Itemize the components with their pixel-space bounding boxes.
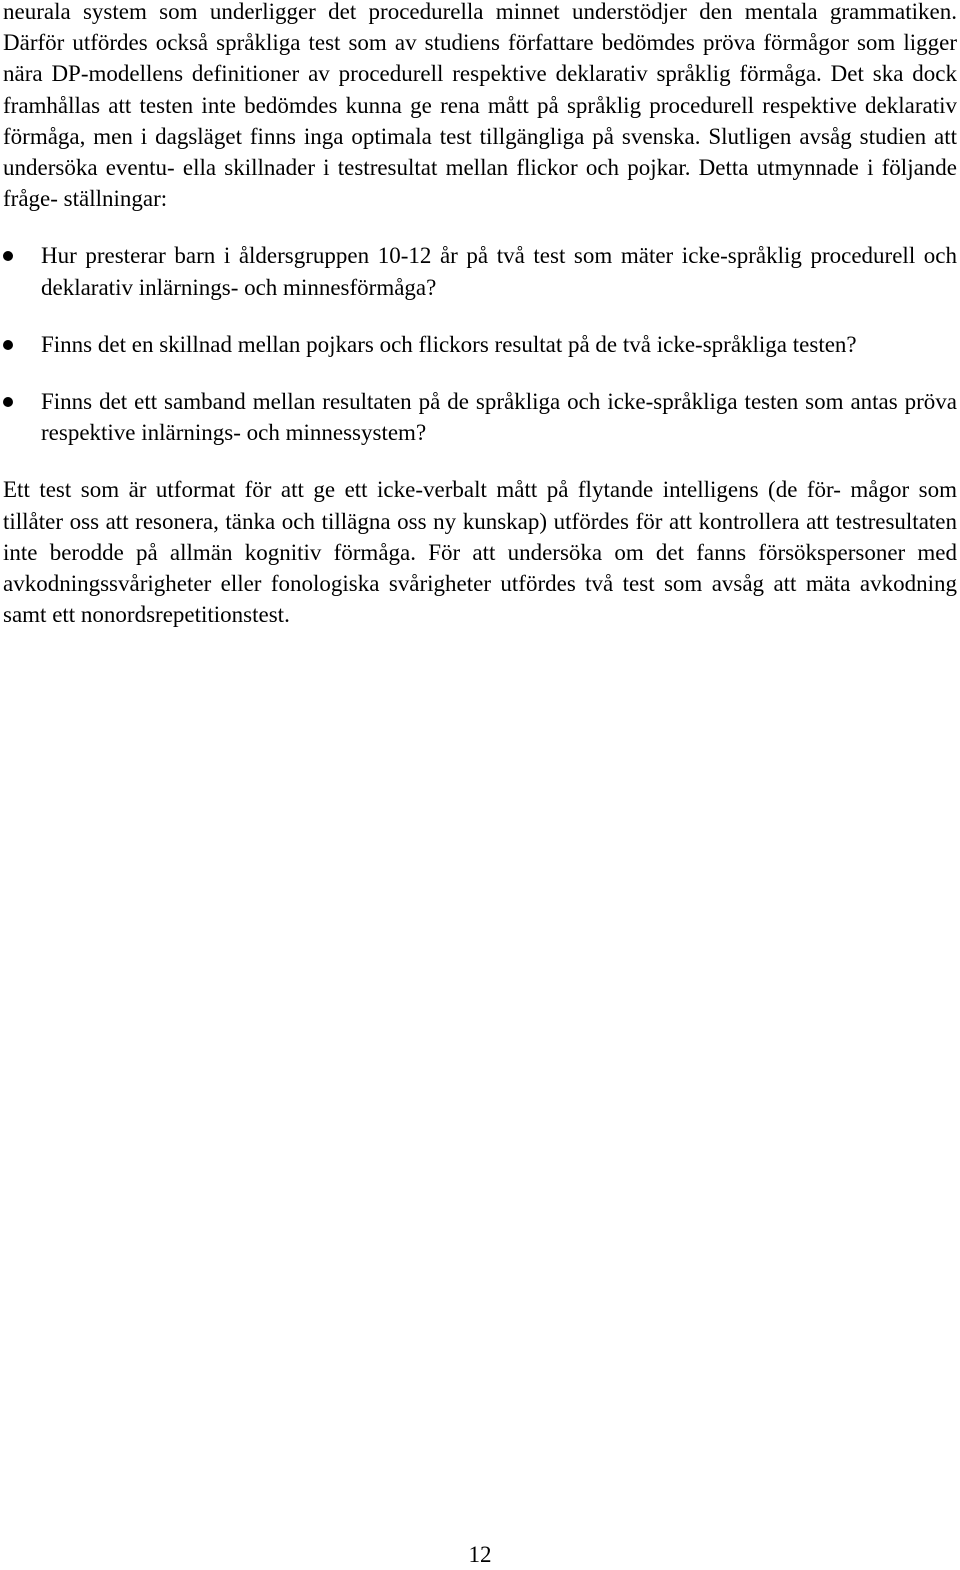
paragraph-line: inga optimala test tillgängliga på svenska. Slutligen avsåg studien att undersöka eventu- [3, 123, 957, 181]
paragraph-line: Ett test som är utformat för att ge ett icke-verbalt mått på flytande intelligens (de för- [3, 477, 841, 503]
page-number: 12 [468, 1542, 492, 1567]
research-question-text [41, 386, 957, 448]
body-paragraph-1 [3, 0, 957, 214]
paragraph-line: rena mått på språklig procedurell respektive deklarativ förmåga, men i dagsläget finns [3, 92, 957, 149]
question-line: testen? [792, 331, 857, 357]
paragraph-line: mågor som tillåter oss att resonera, tänka och tillägna oss ny kunskap) utfördes för att [3, 477, 957, 534]
paragraph-line: ella skillnader i testresultat mellan flickor och pojkar. Detta utmynnade i följande fråge- [3, 155, 958, 212]
research-questions-list [3, 240, 957, 448]
question-line: Hur presterar barn i åldersgruppen 10-12 år på två test som mäter icke-språklig [41, 243, 802, 269]
paragraph-line: om det fanns försökspersoner med avkodningssvårigheter eller fonologiska svårigheter [3, 539, 958, 597]
research-question-text [41, 329, 957, 360]
question-line: som antas pröva respektive inlärnings- och minnessystem? [41, 389, 958, 446]
bullet-icon [3, 251, 13, 261]
question-line: procedurell och deklarativ inlärnings- och minnesförmåga? [41, 243, 958, 300]
paragraph-line: ställningar: [63, 186, 168, 212]
question-line: Finns det en skillnad mellan pojkars och flickors resultat på de två icke-språkliga [41, 331, 788, 357]
paragraph-line: deklarativ språklig förmåga. Det ska dock framhållas att testen inte bedömdes kunna ge [3, 61, 957, 118]
paragraph-line: neurala system som underligger det procedurella minnet understödjer den mentala [3, 0, 818, 24]
paragraph-line: utfördes två test som avsåg att mäta avkodning samt ett nonordsrepetitionstest. [3, 571, 957, 628]
research-question-text [41, 240, 957, 302]
paragraph-line: grammatiken. Därför utfördes också språkliga test som av studiens författare bedömdes [3, 0, 957, 56]
paragraph-line: kontrollera att testresultaten inte berodde på allmän kognitiv förmåga. För att undersöka [3, 508, 958, 565]
paragraph-line: pröva förmågor som ligger nära DP-modellens definitioner av procedurell respektive [3, 30, 957, 87]
research-question-item [3, 240, 957, 302]
document-page [3, 0, 957, 630]
question-line: Finns det ett samband mellan resultaten på de språkliga och icke-språkliga testen [41, 389, 799, 415]
bullet-icon [3, 397, 13, 407]
body-paragraph-2 [3, 474, 957, 630]
research-question-item [3, 329, 957, 360]
bullet-icon [3, 340, 13, 350]
research-question-item [3, 386, 957, 448]
